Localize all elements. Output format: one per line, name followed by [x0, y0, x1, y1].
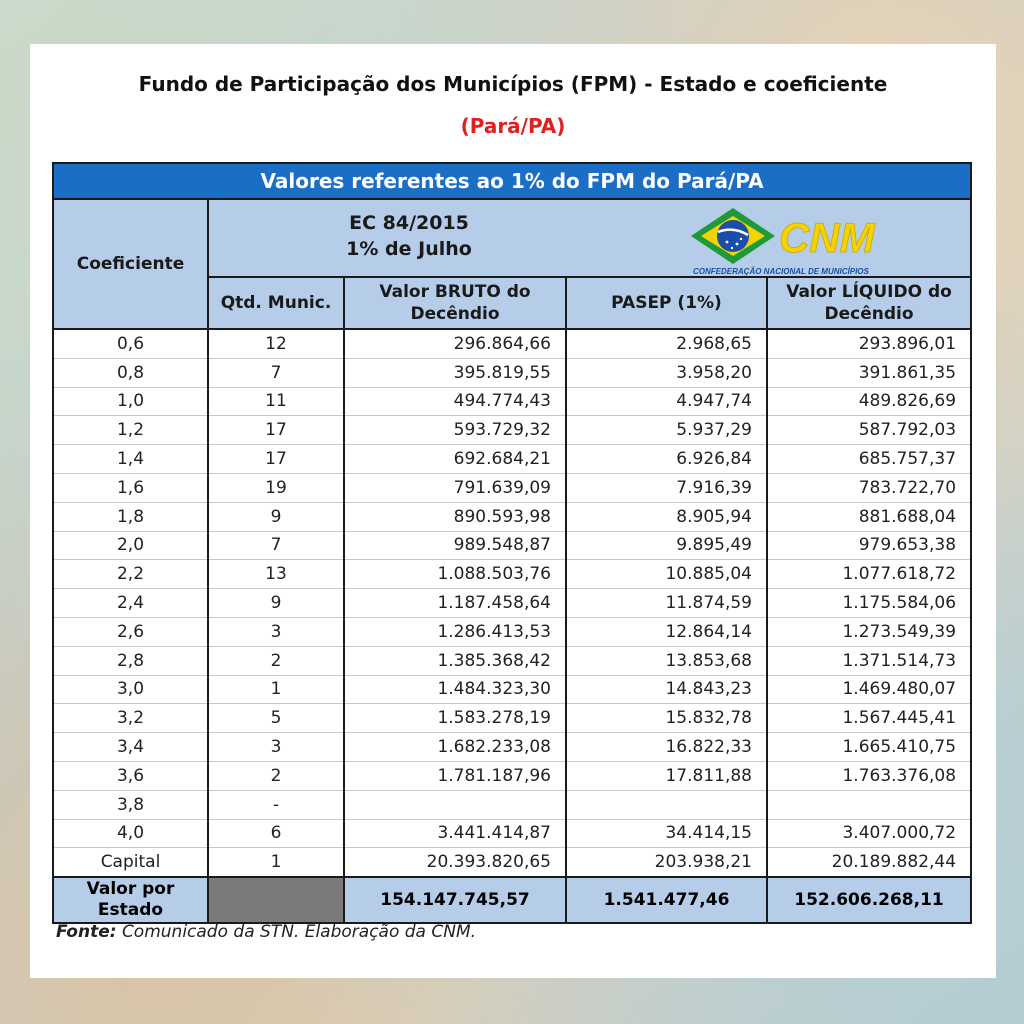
cell-qtd: 12	[208, 329, 344, 358]
table-row	[53, 733, 971, 762]
cell-bruto: 791.639,09	[344, 473, 566, 502]
cell-pasep: 17.811,88	[566, 761, 767, 790]
cell-bruto: 395.819,55	[344, 358, 566, 387]
cell-coeficiente: 1,4	[53, 445, 208, 474]
cell-liquido: 1.763.376,08	[767, 761, 971, 790]
cell-pasep: 10.885,04	[566, 560, 767, 589]
table-row	[53, 617, 971, 646]
cell-qtd: 3	[208, 617, 344, 646]
header-ec-line2: 1% de Julho	[346, 238, 472, 260]
cell-bruto: 1.088.503,76	[344, 560, 566, 589]
header-qtd: Qtd. Munic.	[208, 277, 344, 329]
cell-pasep: 5.937,29	[566, 416, 767, 445]
cell-qtd: 5	[208, 704, 344, 733]
cell-coeficiente: 2,4	[53, 589, 208, 618]
table-row	[53, 848, 971, 877]
cell-pasep	[566, 790, 767, 819]
cell-coeficiente: 2,6	[53, 617, 208, 646]
cell-coeficiente: 1,2	[53, 416, 208, 445]
cell-qtd: 17	[208, 416, 344, 445]
cell-bruto: 1.682.233,08	[344, 733, 566, 762]
cell-coeficiente: 4,0	[53, 819, 208, 848]
header-liquido: Valor LÍQUIDO do Decêndio	[767, 277, 971, 329]
cell-qtd: 11	[208, 387, 344, 416]
cell-liquido	[767, 790, 971, 819]
cell-coeficiente: 3,8	[53, 790, 208, 819]
table-row	[53, 416, 971, 445]
cell-pasep: 203.938,21	[566, 848, 767, 877]
cell-qtd: 7	[208, 358, 344, 387]
total-pasep: 1.541.477,46	[566, 877, 767, 923]
cell-coeficiente: 3,0	[53, 675, 208, 704]
cell-qtd: 17	[208, 445, 344, 474]
cell-qtd: 3	[208, 733, 344, 762]
table-row	[53, 560, 971, 589]
total-bruto: 154.147.745,57	[344, 877, 566, 923]
table-row	[53, 531, 971, 560]
cell-coeficiente: 1,8	[53, 502, 208, 531]
cell-qtd: 19	[208, 473, 344, 502]
cell-bruto: 692.684,21	[344, 445, 566, 474]
cell-bruto	[344, 790, 566, 819]
cell-coeficiente: 1,0	[53, 387, 208, 416]
cell-bruto: 494.774,43	[344, 387, 566, 416]
cell-pasep: 34.414,15	[566, 819, 767, 848]
cell-liquido: 1.077.618,72	[767, 560, 971, 589]
total-row	[53, 877, 971, 923]
cell-pasep: 7.916,39	[566, 473, 767, 502]
page-subtitle: (Pará/PA)	[460, 114, 566, 138]
table-row	[53, 589, 971, 618]
cell-pasep: 15.832,78	[566, 704, 767, 733]
cell-bruto: 296.864,66	[344, 329, 566, 358]
source-text: Comunicado da STN. Elaboração da CNM.	[121, 922, 477, 942]
cell-qtd: 2	[208, 761, 344, 790]
cell-coeficiente: 2,2	[53, 560, 208, 589]
page-title: Fundo de Participação dos Municípios (FPM) - Estado e coeficiente	[138, 72, 888, 96]
cell-bruto: 1.385.368,42	[344, 646, 566, 675]
total-qtd-empty	[208, 877, 344, 923]
cell-bruto: 1.781.187,96	[344, 761, 566, 790]
cell-coeficiente: 2,8	[53, 646, 208, 675]
table-banner: Valores referentes ao 1% do FPM do Pará/PA	[53, 163, 971, 199]
cell-liquido: 783.722,70	[767, 473, 971, 502]
cell-liquido: 1.273.549,39	[767, 617, 971, 646]
header-ec-line1: EC 84/2015	[349, 212, 469, 234]
cell-liquido: 1.175.584,06	[767, 589, 971, 618]
cell-pasep: 4.947,74	[566, 387, 767, 416]
cell-coeficiente: 0,8	[53, 358, 208, 387]
cell-coeficiente: 3,4	[53, 733, 208, 762]
cell-liquido: 881.688,04	[767, 502, 971, 531]
cell-bruto: 890.593,98	[344, 502, 566, 531]
table-row	[53, 819, 971, 848]
cell-qtd: 2	[208, 646, 344, 675]
cell-liquido: 979.653,38	[767, 531, 971, 560]
cell-qtd: -	[208, 790, 344, 819]
cell-pasep: 14.843,23	[566, 675, 767, 704]
cell-bruto: 989.548,87	[344, 531, 566, 560]
cell-bruto: 1.187.458,64	[344, 589, 566, 618]
cell-qtd: 6	[208, 819, 344, 848]
cell-coeficiente: 1,6	[53, 473, 208, 502]
header-ec	[269, 210, 549, 262]
cell-qtd: 13	[208, 560, 344, 589]
header-coeficiente: Coeficiente	[53, 199, 208, 329]
cell-qtd: 7	[208, 531, 344, 560]
cell-coeficiente: 2,0	[53, 531, 208, 560]
cell-pasep: 6.926,84	[566, 445, 767, 474]
cell-liquido: 391.861,35	[767, 358, 971, 387]
cell-bruto: 1.583.278,19	[344, 704, 566, 733]
cell-coeficiente: 0,6	[53, 329, 208, 358]
fpm-table	[52, 162, 972, 924]
table-row	[53, 790, 971, 819]
cell-bruto: 3.441.414,87	[344, 819, 566, 848]
table-row	[53, 329, 971, 358]
cell-pasep: 9.895,49	[566, 531, 767, 560]
cell-coeficiente: 3,2	[53, 704, 208, 733]
table-row	[53, 761, 971, 790]
table-row	[53, 704, 971, 733]
cell-liquido: 1.567.445,41	[767, 704, 971, 733]
cnm-logo-caption: CONFEDERAÇÃO NACIONAL DE MUNICÍPIOS	[693, 267, 869, 276]
cell-liquido: 489.826,69	[767, 387, 971, 416]
total-liquido: 152.606.268,11	[767, 877, 971, 923]
cell-liquido: 1.665.410,75	[767, 733, 971, 762]
table-row	[53, 675, 971, 704]
cell-pasep: 11.874,59	[566, 589, 767, 618]
cell-pasep: 16.822,33	[566, 733, 767, 762]
total-label: Valor por Estado	[53, 877, 208, 923]
table-row	[53, 473, 971, 502]
cell-liquido: 1.371.514,73	[767, 646, 971, 675]
cell-qtd: 9	[208, 589, 344, 618]
cell-pasep: 12.864,14	[566, 617, 767, 646]
header-pasep: PASEP (1%)	[566, 277, 767, 329]
table-row	[53, 445, 971, 474]
table-row	[53, 358, 971, 387]
table-row	[53, 502, 971, 531]
cell-liquido: 3.407.000,72	[767, 819, 971, 848]
source-label: Fonte:	[56, 922, 117, 942]
cell-qtd: 9	[208, 502, 344, 531]
cell-qtd: 1	[208, 675, 344, 704]
cell-liquido: 685.757,37	[767, 445, 971, 474]
header-bruto: Valor BRUTO do Decêndio	[344, 277, 566, 329]
cell-pasep: 13.853,68	[566, 646, 767, 675]
cell-pasep: 8.905,94	[566, 502, 767, 531]
cell-bruto: 1.286.413,53	[344, 617, 566, 646]
table-row	[53, 646, 971, 675]
cell-liquido: 1.469.480,07	[767, 675, 971, 704]
cnm-logo-wordmark: CNM	[779, 214, 875, 261]
cell-pasep: 3.958,20	[566, 358, 767, 387]
cell-coeficiente: Capital	[53, 848, 208, 877]
table-body	[53, 329, 971, 877]
cell-qtd: 1	[208, 848, 344, 877]
cell-bruto: 1.484.323,30	[344, 675, 566, 704]
cell-bruto: 20.393.820,65	[344, 848, 566, 877]
cell-bruto: 593.729,32	[344, 416, 566, 445]
cell-pasep: 2.968,65	[566, 329, 767, 358]
cnm-logo	[687, 202, 897, 278]
cell-liquido: 293.896,01	[767, 329, 971, 358]
header-ec-block	[208, 199, 971, 277]
source-note	[56, 922, 476, 942]
cell-liquido: 20.189.882,44	[767, 848, 971, 877]
table-row	[53, 387, 971, 416]
table-card	[30, 44, 996, 978]
cell-liquido: 587.792,03	[767, 416, 971, 445]
cell-coeficiente: 3,6	[53, 761, 208, 790]
